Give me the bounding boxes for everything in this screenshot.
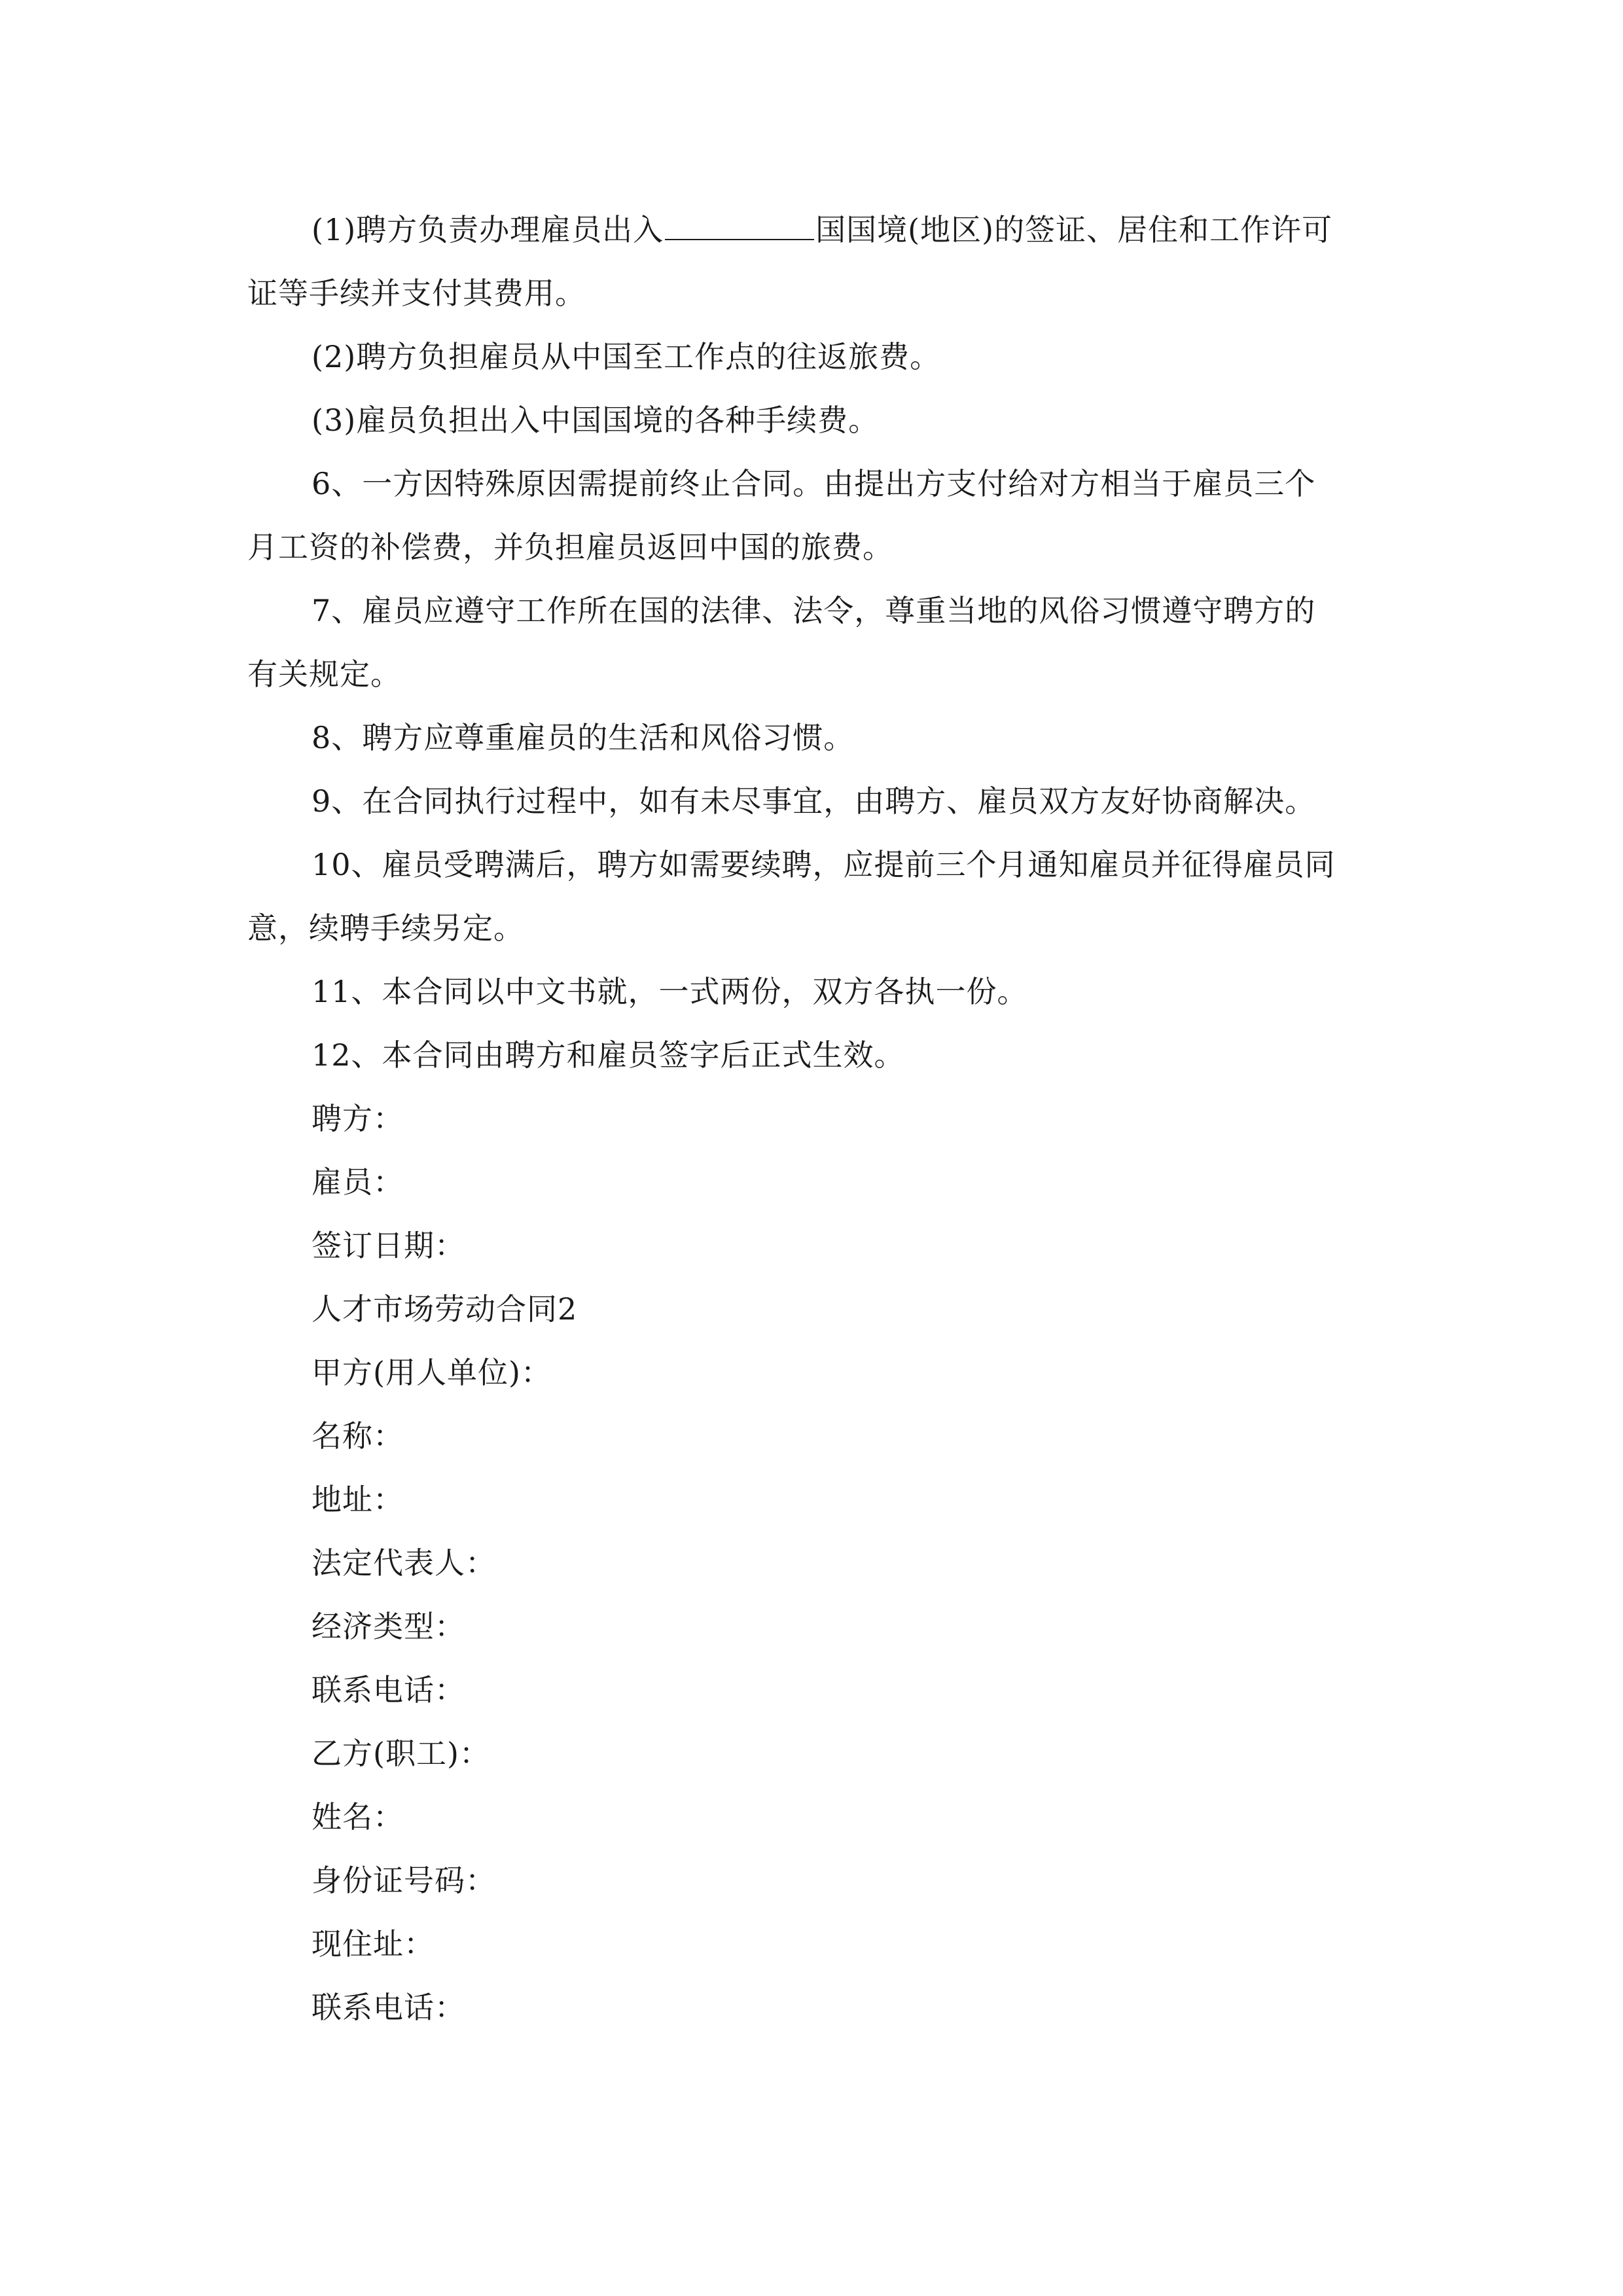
field-label-phone: 联系电话： xyxy=(312,1672,465,1708)
paragraph-line: 12、本合同由聘方和雇员签字后正式生效。 xyxy=(312,1037,905,1073)
field-label-economic-type: 经济类型： xyxy=(312,1609,465,1644)
paragraph-line: 证等手续并支付其费用。 xyxy=(247,276,586,311)
field-label-employee: 雇员： xyxy=(312,1164,404,1200)
field-label-party-a: 甲方(用人单位)： xyxy=(312,1355,552,1390)
field-label-name: 名称： xyxy=(312,1418,404,1454)
paragraph-line: (2)聘方负担雇员从中国至工作点的往返旅费。 xyxy=(312,339,941,374)
field-label-id-number: 身份证号码： xyxy=(312,1863,496,1898)
field-label-employer: 聘方： xyxy=(312,1101,404,1136)
paragraph-line: 6、一方因特殊原因需提前终止合同。由提出方支付给对方相当于雇员三个 xyxy=(312,466,1316,501)
section-title: 人才市场劳动合同2 xyxy=(312,1291,578,1327)
field-label-address: 地址： xyxy=(312,1482,404,1517)
paragraph-line: 意，续聘手续另定。 xyxy=(247,910,524,946)
field-label-party-b: 乙方(职工)： xyxy=(312,1736,490,1771)
paragraph-line: 8、聘方应尊重雇员的生活和风俗习惯。 xyxy=(312,720,855,755)
fill-in-blank xyxy=(665,213,814,240)
field-label-person-name: 姓名： xyxy=(312,1799,404,1835)
field-label-current-address: 现住址： xyxy=(312,1926,435,1962)
text-run: (1)聘方负责办理雇员出入 xyxy=(312,212,664,247)
field-label-sign-date: 签订日期： xyxy=(312,1228,465,1263)
paragraph-line: 10、雇员受聘满后，聘方如需要续聘，应提前三个月通知雇员并征得雇员同 xyxy=(312,847,1336,882)
paragraph-line: 9、在合同执行过程中，如有未尽事宜，由聘方、雇员双方友好协商解决。 xyxy=(312,783,1316,819)
paragraph-line xyxy=(247,198,1380,262)
paragraph-line: 7、雇员应遵守工作所在国的法律、法令，尊重当地的风俗习惯遵守聘方的 xyxy=(312,593,1316,628)
field-label-phone-2: 联系电话： xyxy=(312,1990,465,2025)
text-run: 国国境(地区)的签证、居住和工作许可 xyxy=(815,212,1333,247)
paragraph-line: 有关规定。 xyxy=(247,656,401,692)
document-body xyxy=(247,198,1380,2039)
paragraph-line: 月工资的补偿费，并负担雇员返回中国的旅费。 xyxy=(247,529,893,565)
paragraph-line: (3)雇员负担出入中国国境的各种手续费。 xyxy=(312,403,880,438)
field-label-legal-rep: 法定代表人： xyxy=(312,1545,496,1581)
paragraph-line: 11、本合同以中文书就，一式两份，双方各执一份。 xyxy=(312,974,1028,1009)
